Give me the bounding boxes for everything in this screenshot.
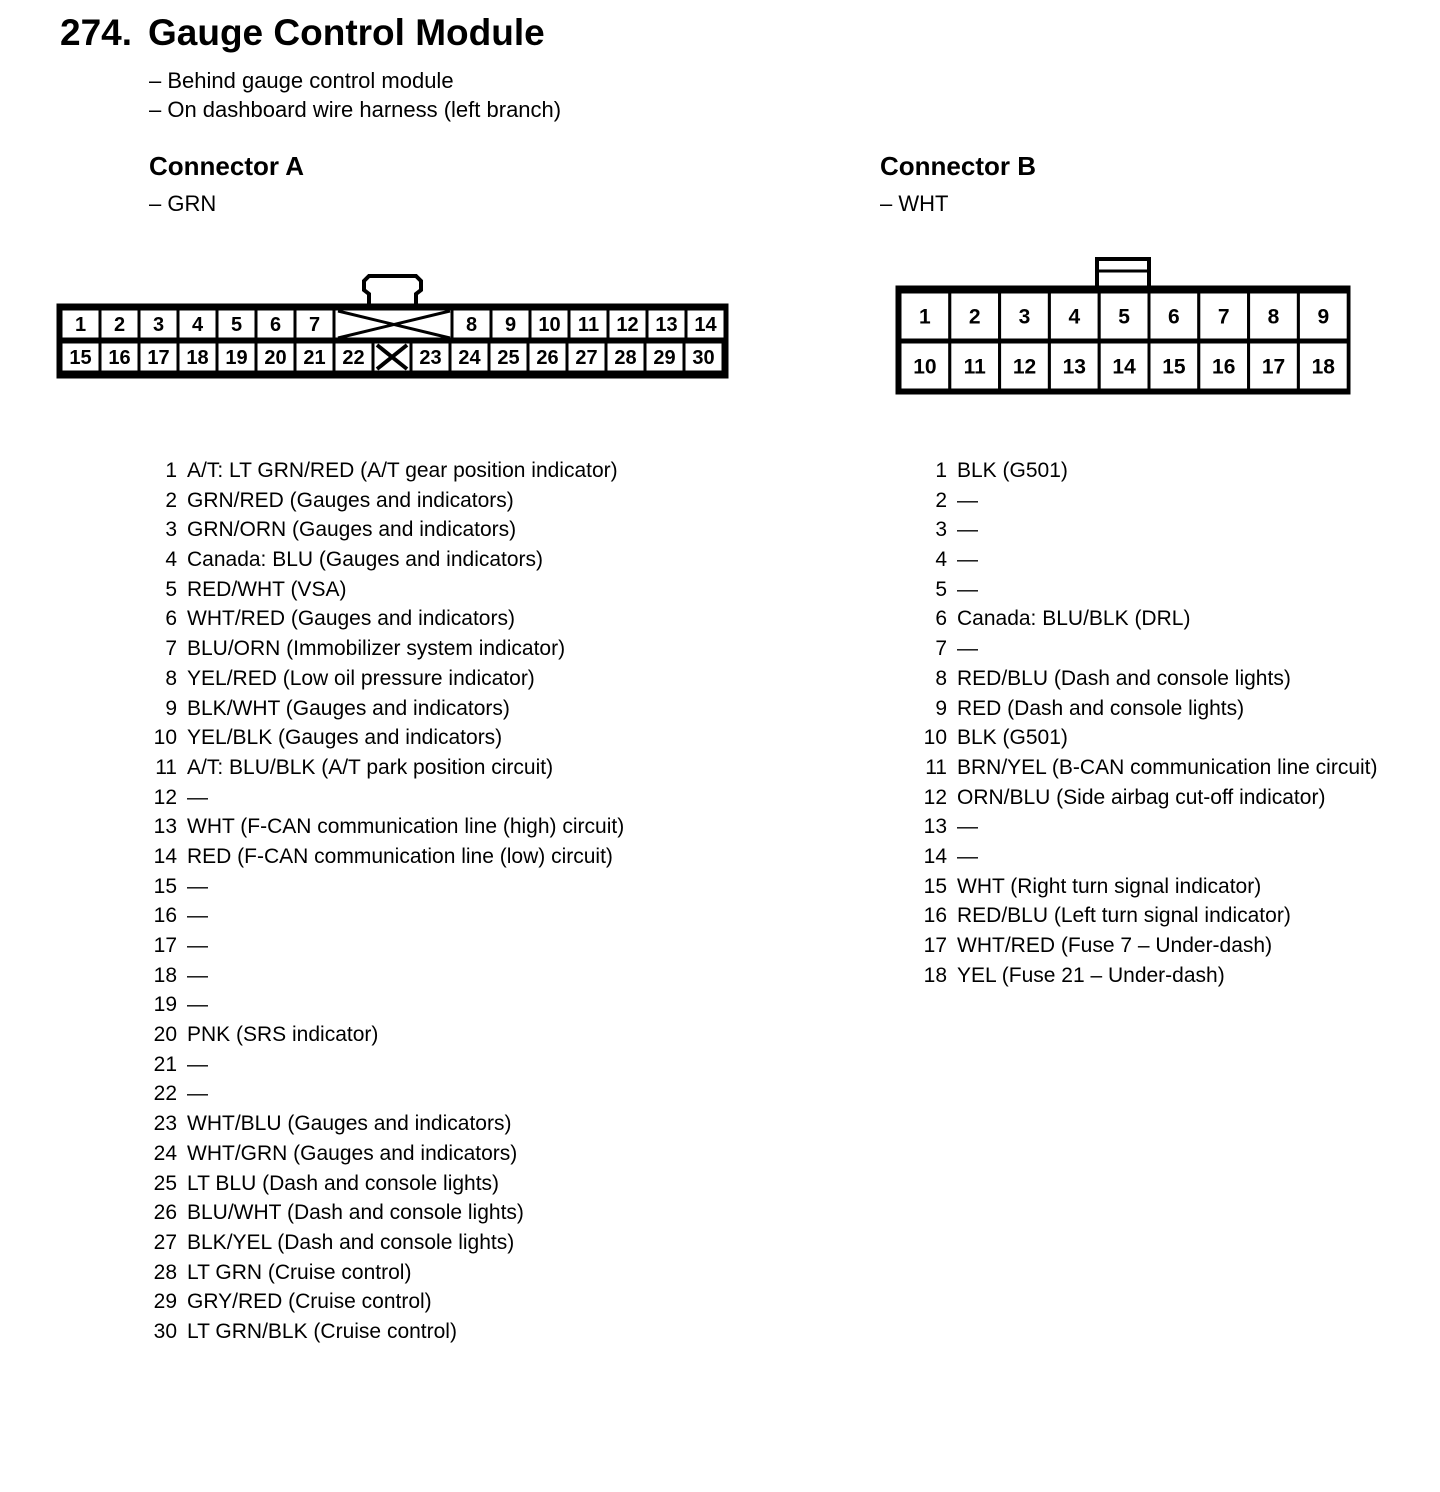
- pin-list-item: [140, 1198, 624, 1228]
- pin-number: 29: [153, 1290, 177, 1314]
- pin-number: 21: [153, 1052, 177, 1076]
- pin-label: 4: [191, 314, 204, 337]
- location-note: – On dashboard wire harness (left branch): [149, 97, 562, 122]
- pin-list-item: [910, 456, 1378, 486]
- pin-list-item: [910, 515, 1378, 545]
- pin-label: 7: [308, 314, 321, 337]
- pin-description: LT GRN/BLK (Cruise control): [187, 1319, 457, 1343]
- pin-number: 13: [923, 815, 947, 839]
- pin-label: 12: [1012, 355, 1037, 379]
- pin-number: 11: [925, 755, 947, 779]
- pin-list-item: [910, 783, 1378, 813]
- pin-number: 14: [153, 844, 177, 868]
- pin-description: —: [187, 904, 208, 928]
- pin-label: 9: [504, 314, 517, 337]
- pin-label: 23: [419, 347, 442, 370]
- pin-list-item: [910, 634, 1378, 664]
- pin-list-item: [140, 456, 624, 486]
- connector-b-diagram: [0, 0, 1440, 420]
- pin-label: 29: [653, 347, 676, 370]
- pin-label: 3: [1018, 305, 1031, 329]
- pin-list-item: [910, 812, 1378, 842]
- pin-description: WHT/RED (Gauges and indicators): [187, 607, 515, 631]
- pin-label: 11: [577, 314, 600, 337]
- pin-number: 10: [923, 726, 947, 750]
- pin-label: 11: [963, 355, 986, 379]
- pin-list-item: [910, 694, 1378, 724]
- pin-list-item: [140, 634, 624, 664]
- pin-description: YEL/RED (Low oil pressure indicator): [187, 666, 535, 690]
- pin-description: —: [187, 874, 208, 898]
- pin-description: BRN/YEL (B-CAN communication line circuit): [957, 755, 1378, 779]
- pin-description: RED (Dash and console lights): [957, 696, 1245, 720]
- pin-description: WHT (Right turn signal indicator): [957, 874, 1262, 898]
- pin-list-item: [910, 664, 1378, 694]
- pin-list-item: [140, 753, 624, 783]
- pin-list-item: [140, 694, 624, 724]
- pin-label: 19: [225, 347, 248, 370]
- pin-label: 18: [186, 347, 209, 370]
- pin-label: 5: [230, 314, 243, 337]
- pin-label: 1: [74, 314, 87, 337]
- pin-number: 8: [935, 666, 947, 690]
- pin-label: 22: [342, 347, 365, 370]
- pin-label: 14: [1112, 355, 1136, 379]
- pin-label: 5: [1118, 305, 1130, 329]
- pin-description: BLK (G501): [957, 726, 1068, 750]
- pin-description: YEL (Fuse 21 – Under-dash): [957, 963, 1225, 987]
- pin-description: —: [957, 548, 978, 572]
- pin-description: GRN/RED (Gauges and indicators): [187, 488, 514, 512]
- pin-label: 15: [1162, 355, 1186, 379]
- pin-list-item: [140, 545, 624, 575]
- pin-number: 2: [165, 488, 177, 512]
- pin-list-item: [140, 486, 624, 516]
- pin-list-item: [140, 1020, 624, 1050]
- pin-label: 16: [108, 347, 131, 370]
- pin-list-item: [140, 842, 624, 872]
- pin-list-item: [140, 812, 624, 842]
- pin-list-item: [140, 1317, 624, 1347]
- pin-label: 6: [269, 314, 282, 337]
- pin-list-item: [140, 990, 624, 1020]
- pin-list-item: [910, 723, 1378, 753]
- connector-b-pin-list: [910, 456, 1378, 990]
- pin-number: 6: [165, 607, 177, 631]
- pin-label: 17: [1261, 355, 1286, 379]
- pin-number: 15: [153, 874, 177, 898]
- pin-description: A/T: LT GRN/RED (A/T gear position indicator): [187, 459, 618, 482]
- pin-number: 14: [923, 844, 947, 868]
- connector-b-lock-tab: [1097, 259, 1149, 289]
- pin-description: RED (F-CAN communication line (low) circuit): [187, 844, 613, 868]
- pin-description: Canada: BLU (Gauges and indicators): [187, 548, 544, 572]
- pin-list-item: [910, 545, 1378, 575]
- pin-label: 18: [1311, 355, 1335, 379]
- pin-label: 25: [497, 347, 520, 370]
- pin-description: BLK (G501): [957, 459, 1068, 482]
- pin-list-item: [140, 1079, 624, 1109]
- pin-label: 24: [458, 347, 481, 370]
- pin-list-item: [910, 575, 1378, 605]
- pin-label: 12: [616, 314, 639, 337]
- pin-number: 25: [153, 1171, 177, 1195]
- pin-label: 8: [1267, 305, 1280, 329]
- pin-list-item: [140, 961, 624, 991]
- pin-number: 5: [165, 577, 177, 601]
- pin-number: 27: [153, 1230, 177, 1254]
- pin-description: GRN/ORN (Gauges and indicators): [187, 518, 517, 542]
- pin-number: 16: [153, 904, 177, 928]
- pin-label: 1: [919, 305, 931, 329]
- pin-description: RED/WHT (VSA): [187, 577, 347, 601]
- pin-list-item: [140, 872, 624, 902]
- pin-label: 10: [913, 355, 937, 379]
- connector-a-color: – GRN: [149, 191, 217, 216]
- pin-list-item: [140, 1050, 624, 1080]
- pin-list-item: [140, 664, 624, 694]
- pin-description: BLK/YEL (Dash and console lights): [187, 1230, 515, 1254]
- pin-label: 3: [152, 314, 165, 337]
- pin-description: BLU/WHT (Dash and console lights): [187, 1201, 524, 1225]
- pin-list-item: [140, 1109, 624, 1139]
- pin-description: BLK/WHT (Gauges and indicators): [187, 696, 510, 720]
- pin-number: 12: [153, 785, 177, 809]
- pin-label: 14: [694, 314, 717, 337]
- pin-number: 18: [153, 963, 177, 987]
- pin-label: 8: [465, 314, 478, 337]
- pin-number: 4: [165, 548, 177, 572]
- pin-number: 30: [153, 1319, 177, 1343]
- pin-description: RED/BLU (Dash and console lights): [957, 666, 1291, 690]
- pin-list-item: [140, 1258, 624, 1288]
- pin-description: —: [187, 785, 208, 809]
- pin-description: —: [187, 993, 208, 1017]
- pin-description: ORN/BLU (Side airbag cut-off indicator): [957, 785, 1326, 809]
- pin-description: WHT/RED (Fuse 7 – Under-dash): [957, 934, 1273, 957]
- pin-description: RED/BLU (Left turn signal indicator): [957, 904, 1291, 928]
- pin-description: —: [957, 488, 978, 512]
- pin-list-item: [910, 901, 1378, 931]
- pin-number: 15: [923, 874, 947, 898]
- pin-label: 7: [1217, 305, 1230, 329]
- section-number: 274.: [60, 12, 133, 53]
- pin-list-item: [140, 1228, 624, 1258]
- pin-description: WHT/BLU (Gauges and indicators): [187, 1112, 512, 1136]
- pin-number: 13: [153, 815, 177, 839]
- location-note: – Behind gauge control module: [149, 68, 454, 93]
- pin-list-item: [910, 842, 1378, 872]
- pin-number: 20: [153, 1023, 177, 1047]
- pin-label: 17: [147, 347, 170, 370]
- pin-number: 8: [165, 666, 177, 690]
- connector-b-color: – WHT: [880, 191, 949, 216]
- pin-label: 9: [1317, 305, 1330, 329]
- pin-list-item: [140, 931, 624, 961]
- pin-description: PNK (SRS indicator): [187, 1023, 379, 1047]
- connector-b-title: Connector B: [880, 151, 1036, 181]
- pin-description: WHT (F-CAN communication line (high) circuit): [187, 815, 625, 839]
- pin-list-item: [140, 1139, 624, 1169]
- pin-number: 17: [923, 934, 947, 957]
- pin-description: —: [187, 1082, 208, 1106]
- pin-description: —: [187, 934, 208, 957]
- pin-description: YEL/BLK (Gauges and indicators): [187, 726, 503, 750]
- pin-number: 1: [165, 459, 177, 482]
- pin-list-item: [140, 901, 624, 931]
- pin-label: 16: [1212, 355, 1236, 379]
- pin-number: 2: [935, 488, 947, 512]
- pin-description: —: [957, 637, 978, 661]
- pin-label: 6: [1168, 305, 1180, 329]
- pin-description: LT GRN (Cruise control): [187, 1260, 412, 1284]
- pin-number: 7: [165, 637, 177, 661]
- pin-description: —: [187, 963, 208, 987]
- pin-label: 15: [69, 347, 92, 370]
- pin-number: 5: [935, 577, 947, 601]
- pin-number: 10: [153, 726, 177, 750]
- connector-a-title: Connector A: [149, 151, 305, 181]
- pin-label: 27: [575, 347, 598, 370]
- pin-list-item: [140, 604, 624, 634]
- pin-number: 18: [923, 963, 947, 987]
- pin-number: 3: [935, 518, 947, 542]
- pin-label: 4: [1068, 305, 1081, 329]
- pin-description: GRY/RED (Cruise control): [187, 1290, 432, 1314]
- pin-number: 1: [935, 459, 947, 482]
- pin-list-item: [910, 961, 1378, 991]
- pin-list-item: [140, 575, 624, 605]
- pin-description: Canada: BLU/BLK (DRL): [957, 607, 1191, 631]
- pin-description: BLU/ORN (Immobilizer system indicator): [187, 637, 566, 661]
- pin-list-item: [910, 486, 1378, 516]
- pin-label: 21: [303, 347, 326, 370]
- pin-description: A/T: BLU/BLK (A/T park position circuit): [187, 755, 554, 779]
- pin-number: 6: [935, 607, 947, 631]
- pin-number: 22: [153, 1082, 177, 1106]
- pin-number: 7: [935, 637, 947, 661]
- pin-description: —: [957, 577, 978, 601]
- pin-number: 26: [153, 1201, 177, 1225]
- pin-label: 30: [692, 347, 715, 370]
- pin-number: 16: [923, 904, 947, 928]
- pin-list-item: [140, 515, 624, 545]
- pin-list-item: [140, 1169, 624, 1199]
- pin-number: 11: [155, 755, 177, 779]
- pin-list-item: [910, 604, 1378, 634]
- pin-number: 4: [935, 548, 947, 572]
- pin-list-item: [140, 1287, 624, 1317]
- pin-number: 3: [165, 518, 177, 542]
- pin-description: —: [957, 815, 978, 839]
- pin-number: 9: [935, 696, 947, 720]
- pin-description: WHT/GRN (Gauges and indicators): [187, 1141, 518, 1165]
- pin-list-item: [910, 872, 1378, 902]
- pin-label: 2: [968, 305, 981, 329]
- pin-label: 10: [538, 314, 561, 337]
- section-title: Gauge Control Module: [148, 12, 545, 53]
- pin-number: 19: [153, 993, 177, 1017]
- pin-description: —: [187, 1052, 208, 1076]
- pin-label: 20: [264, 347, 287, 370]
- pin-description: —: [957, 518, 978, 542]
- pin-number: 23: [153, 1112, 177, 1136]
- pin-list-item: [910, 931, 1378, 961]
- pin-number: 9: [165, 696, 177, 720]
- pin-label: 13: [655, 314, 678, 337]
- connector-a-pin-list: [140, 456, 624, 1347]
- pin-label: 28: [614, 347, 637, 370]
- pin-label: 13: [1062, 355, 1086, 379]
- pin-number: 17: [153, 934, 177, 957]
- pin-list-item: [140, 723, 624, 753]
- pin-label: 26: [536, 347, 559, 370]
- pin-number: 28: [153, 1260, 177, 1284]
- pin-list-item: [910, 753, 1378, 783]
- pin-number: 24: [153, 1141, 177, 1165]
- pin-list-item: [140, 783, 624, 813]
- pin-label: 2: [113, 314, 126, 337]
- pin-description: LT BLU (Dash and console lights): [187, 1171, 500, 1195]
- pin-description: —: [957, 844, 978, 868]
- pin-number: 12: [923, 785, 947, 809]
